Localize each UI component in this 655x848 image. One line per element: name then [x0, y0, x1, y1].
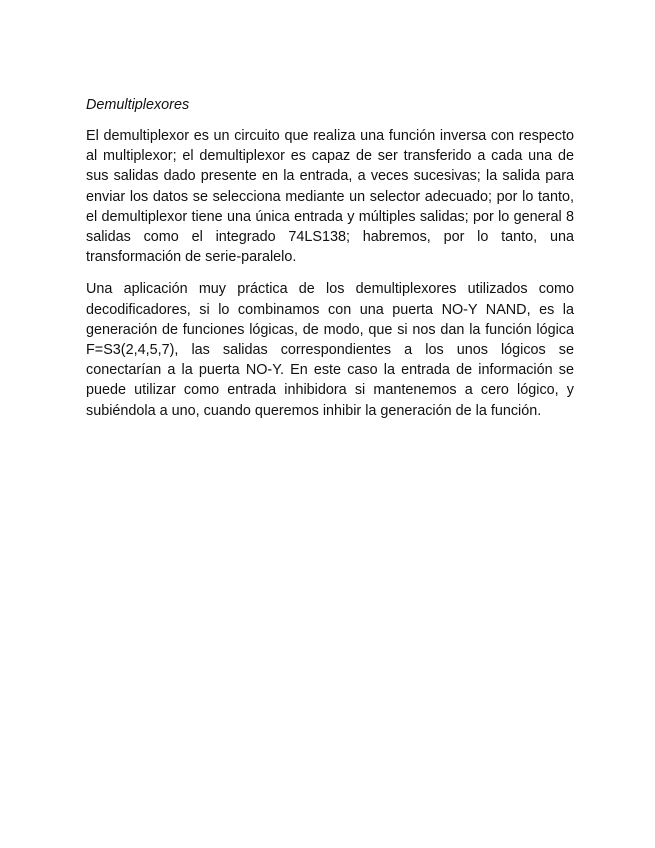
document-page	[86, 96, 574, 433]
paragraph-demultiplexor-application: Una aplicación muy práctica de los demultiplexores utilizados como decodificadores, si lo combinamos con una puerta NO-Y NAND, es la generación de funciones lógicas, de modo, que si nos dan la función lógica F=S3(2,4,5,7), las salidas correspondientes a los unos lógicos se conectarían a la puerta NO-Y. En este caso la entrada de información se puede utilizar como entrada inhibidora si mantenemos a cero lógico, y subiéndola a uno, cuando queremos inhibir la generación de la función.	[86, 281, 574, 419]
section-heading: Demultiplexores	[86, 97, 190, 113]
paragraph-demultiplexor-definition: El demultiplexor es un circuito que realiza una función inversa con respecto al multiplexor; el demultiplexor es capaz de ser transferido a cada una de sus salidas dado presente en la entrada, a veces sucesivas; la salida para enviar los datos se selecciona mediante un selector adecuado; por lo tanto, el demultiplexor tiene una única entrada y múltiples salidas; por lo general 8 salidas como el integrado 74LS138; habremos, por lo tanto, una transformación de serie-paralelo.	[86, 128, 574, 266]
